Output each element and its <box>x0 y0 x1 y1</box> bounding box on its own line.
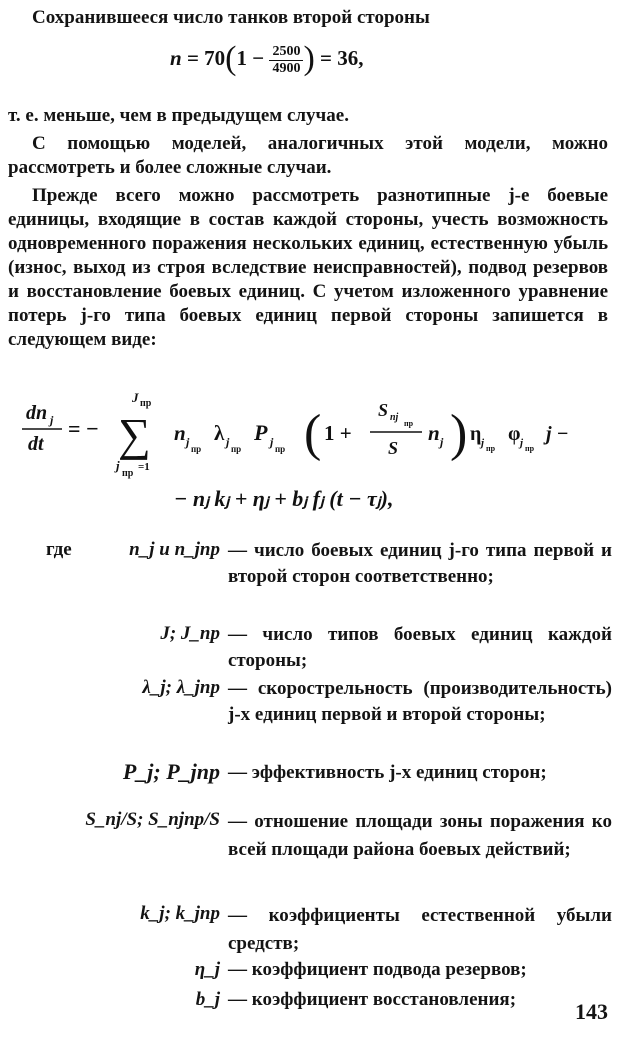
eq-n-j: n <box>428 421 440 445</box>
eq1-numerator: 2500 <box>269 44 303 61</box>
definition-text: — число типов боевых единиц каждой стороны; <box>228 624 612 671</box>
eq1-result: = 36, <box>320 46 364 70</box>
definition-symbol: k_j; k_jпр <box>140 903 220 924</box>
eq1-denominator: 4900 <box>272 60 301 76</box>
definition-text: — коэффициенты естественной убыли средств; <box>228 905 612 954</box>
eq1-equals: = <box>186 46 199 70</box>
eq-sum-sign: ∑ <box>118 409 151 460</box>
paragraph-less: т. е. меньше, чем в предыдущем случае. <box>8 105 349 126</box>
definition-text: — коэффициент подвода резервов; <box>228 959 527 980</box>
definition-symbol: λ_j; λ_jпр <box>142 677 220 698</box>
eq-phi-sub: j <box>520 437 524 449</box>
eq1-close-paren: ) <box>303 40 315 77</box>
paragraph-types: Прежде всего можно рассмотреть разнотипные j-е боевые единицы, входящие в состав каждой стороны, учесть возможность одновременного поражения нескольких единиц, естественную убыль (износ, выход из строя вследствие неисправностей), подвод резервов и восстановление боевых единиц. С учетом изложенного уравнение потерь j-го типа боевых единиц первой стороны запишется в следующем виде: <box>8 185 608 350</box>
eq-eta: η <box>470 423 482 445</box>
eq-dt: dt <box>28 433 44 455</box>
definition-text: — эффективность j-х единиц сторон; <box>228 762 547 783</box>
definition-text: — отношение площади зоны поражения ко всей площади района боевых действий; <box>228 811 612 860</box>
eq-P: P <box>254 420 268 445</box>
eq1-one: 1 <box>236 46 247 70</box>
paragraph-intro: Сохранившееся число танков второй стороны <box>32 7 430 28</box>
definition-symbol: P_j; P_jпр <box>122 759 220 784</box>
equation-surviving-tanks <box>170 40 450 90</box>
eq-paren-open: ( <box>304 405 322 462</box>
eq-S-num-sub2: пр <box>404 419 414 428</box>
paragraph-models: С помощью моделей, аналогичных этой модели, можно рассмотреть и более сложные случаи. <box>8 133 608 178</box>
definition-text: — число боевых единиц j-го типа первой и второй сторон соответственно; <box>228 540 612 587</box>
eq-phi: φ <box>508 423 521 445</box>
eq-line2: − nⱼ kⱼ + ηⱼ + bⱼ fⱼ (t − τⱼ), <box>174 486 394 511</box>
eq1-minus: − <box>252 46 265 70</box>
definition-text: — коэффициент восстановления; <box>228 989 517 1010</box>
definition-symbol: J; J_пр <box>160 623 220 644</box>
eq-P-sub2: пр <box>275 444 286 454</box>
eq-sum-upper-sub: пр <box>140 398 152 409</box>
eq-sum-lower: j <box>116 458 120 473</box>
definition-symbol: η_j <box>194 959 220 980</box>
eq1-open-paren: ( <box>225 40 237 77</box>
eq-n-sub2: пр <box>191 444 202 454</box>
eq-sum-lower-eq: =1 <box>138 461 150 473</box>
eq-equals-minus: = − <box>68 416 99 441</box>
eq1-lhs: n <box>170 46 182 70</box>
eq-n-j-sub: j <box>440 435 444 449</box>
eq-eta-sub: j <box>481 437 485 449</box>
definition-symbol: b_j <box>195 989 220 1010</box>
definition-symbol: n_j и n_jпр <box>129 539 220 560</box>
eq-n-sub: j <box>186 435 190 449</box>
eq-one-plus: 1 + <box>324 421 352 445</box>
eq-sum-lower-sub: пр <box>122 468 134 479</box>
eq-paren-close: ) <box>450 405 468 462</box>
eq-S-den: S <box>388 438 399 458</box>
equation-losses-svg <box>14 384 614 520</box>
eq-lambda-sub2: пр <box>231 444 242 454</box>
definition-symbol: S_nj/S; S_njпр/S <box>85 809 220 830</box>
eq-trail: j − <box>546 423 569 445</box>
eq-S-num-sub: nj <box>390 412 399 423</box>
equation-losses <box>14 384 614 520</box>
eq-lambda-sub: j <box>226 435 230 449</box>
eq-dn: dn <box>26 402 48 424</box>
eq-P-sub: j <box>270 435 274 449</box>
definition-text: — скорострельность (производительность) j-х единиц первой и второй стороны; <box>228 678 612 725</box>
eq-phi-sub2: пр <box>525 444 535 453</box>
eq1-coef: 70 <box>204 46 226 70</box>
eq-dn-sub: j <box>50 413 54 427</box>
eq-lambda: λ <box>214 421 225 445</box>
eq-S-num: S <box>378 400 389 420</box>
eq-sum-upper: J <box>132 390 139 405</box>
eq-eta-sub2: пр <box>486 444 496 453</box>
eq1-fraction <box>269 44 303 77</box>
page-number: 143 <box>575 999 608 1024</box>
definition-prefix: где <box>46 539 72 560</box>
eq-n: n <box>174 421 186 445</box>
